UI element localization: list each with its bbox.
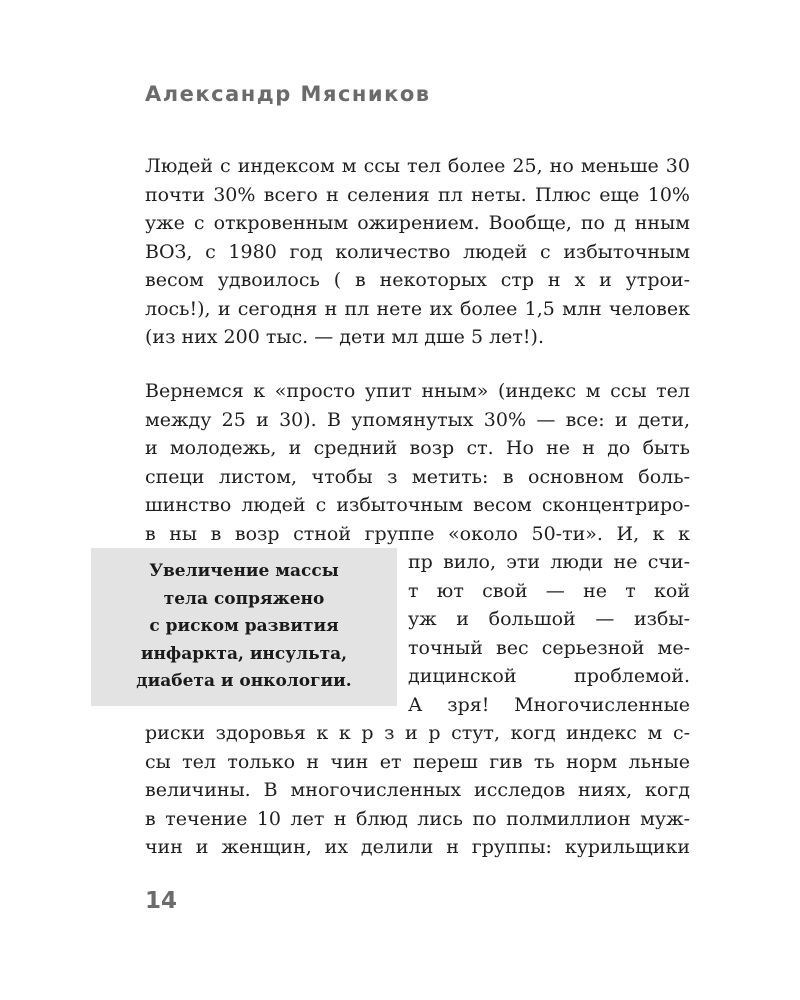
text-line: в ны в возр стной группе «около 50-ти». И, к к	[145, 522, 690, 545]
text-line: уже с откровенным ожирением. Вообще, по д нным	[145, 212, 690, 234]
text-line: шинство людей с избыточным весом сконцентриро-	[145, 494, 690, 516]
text-line: в течение 10 лет н блюд лись по полмиллион муж-	[145, 807, 690, 830]
text-line: пр вило, эти люди не счи-	[408, 551, 690, 573]
text-line: специ листом, чтобы з метить: в основном боль-	[145, 465, 690, 488]
callout-line: с риском развития	[149, 616, 339, 637]
text-line: между 25 и 30). В упомянутых 30% — все: и дети,	[145, 408, 690, 431]
paragraph-1	[145, 152, 690, 352]
text-line: весом удвоилось ( в некоторых стр н х и утрои-	[145, 269, 690, 291]
text-line: ВОЗ, с 1980 год количество людей с избыточным	[145, 240, 690, 263]
callout-line: тела сопряжено	[163, 588, 325, 609]
text-line: сы тел только н чин ет переш гив ть норм льные	[145, 750, 690, 773]
callout-line: Увеличение массы	[149, 561, 339, 582]
text-line: Вернемся к «просто упит нным» (индекс м ссы тел	[145, 380, 690, 402]
paragraph-2	[145, 377, 690, 548]
pull-quote-callout	[91, 548, 397, 706]
text-line: Людей с индексом м ссы тел более 25, но меньше 30	[145, 155, 690, 177]
callout-line: диабета и онкологии.	[136, 671, 352, 692]
paragraph-3-wrapped	[408, 548, 690, 719]
text-line: точный вес серьезной ме-	[408, 636, 690, 659]
paragraph-4	[145, 719, 690, 862]
text-line: лось!), и сегодня н пл нете их более 1,5 млн человек	[145, 297, 690, 320]
text-line: уж и большой — избы-	[408, 608, 690, 630]
text-line: дицинской проблемой.	[408, 665, 690, 687]
callout-line: инфаркта, инсульта,	[140, 643, 348, 664]
text-line: и молодежь, и средний возр ст. Но не н до быть	[145, 437, 690, 459]
text-line: (из них 200 тыс. — дети мл дше 5 лет!).	[145, 326, 544, 348]
page-number: 14	[145, 888, 178, 914]
text-line: почти 30% всего н селения пл неты. Плюс еще 10%	[145, 183, 690, 206]
text-line: т ют свой — не т кой	[408, 579, 690, 602]
text-line: риски здоровья к к р з и р стут, когд индекс м с-	[145, 722, 690, 744]
text-line: величины. В многочисленных исследов ниях, когд	[145, 779, 690, 801]
text-line: чин и женщин, их делили н группы: курильщики	[145, 836, 690, 858]
text-line: А зря! Многочисленные	[408, 693, 690, 716]
running-header-author: Александр Мясников	[145, 82, 431, 106]
